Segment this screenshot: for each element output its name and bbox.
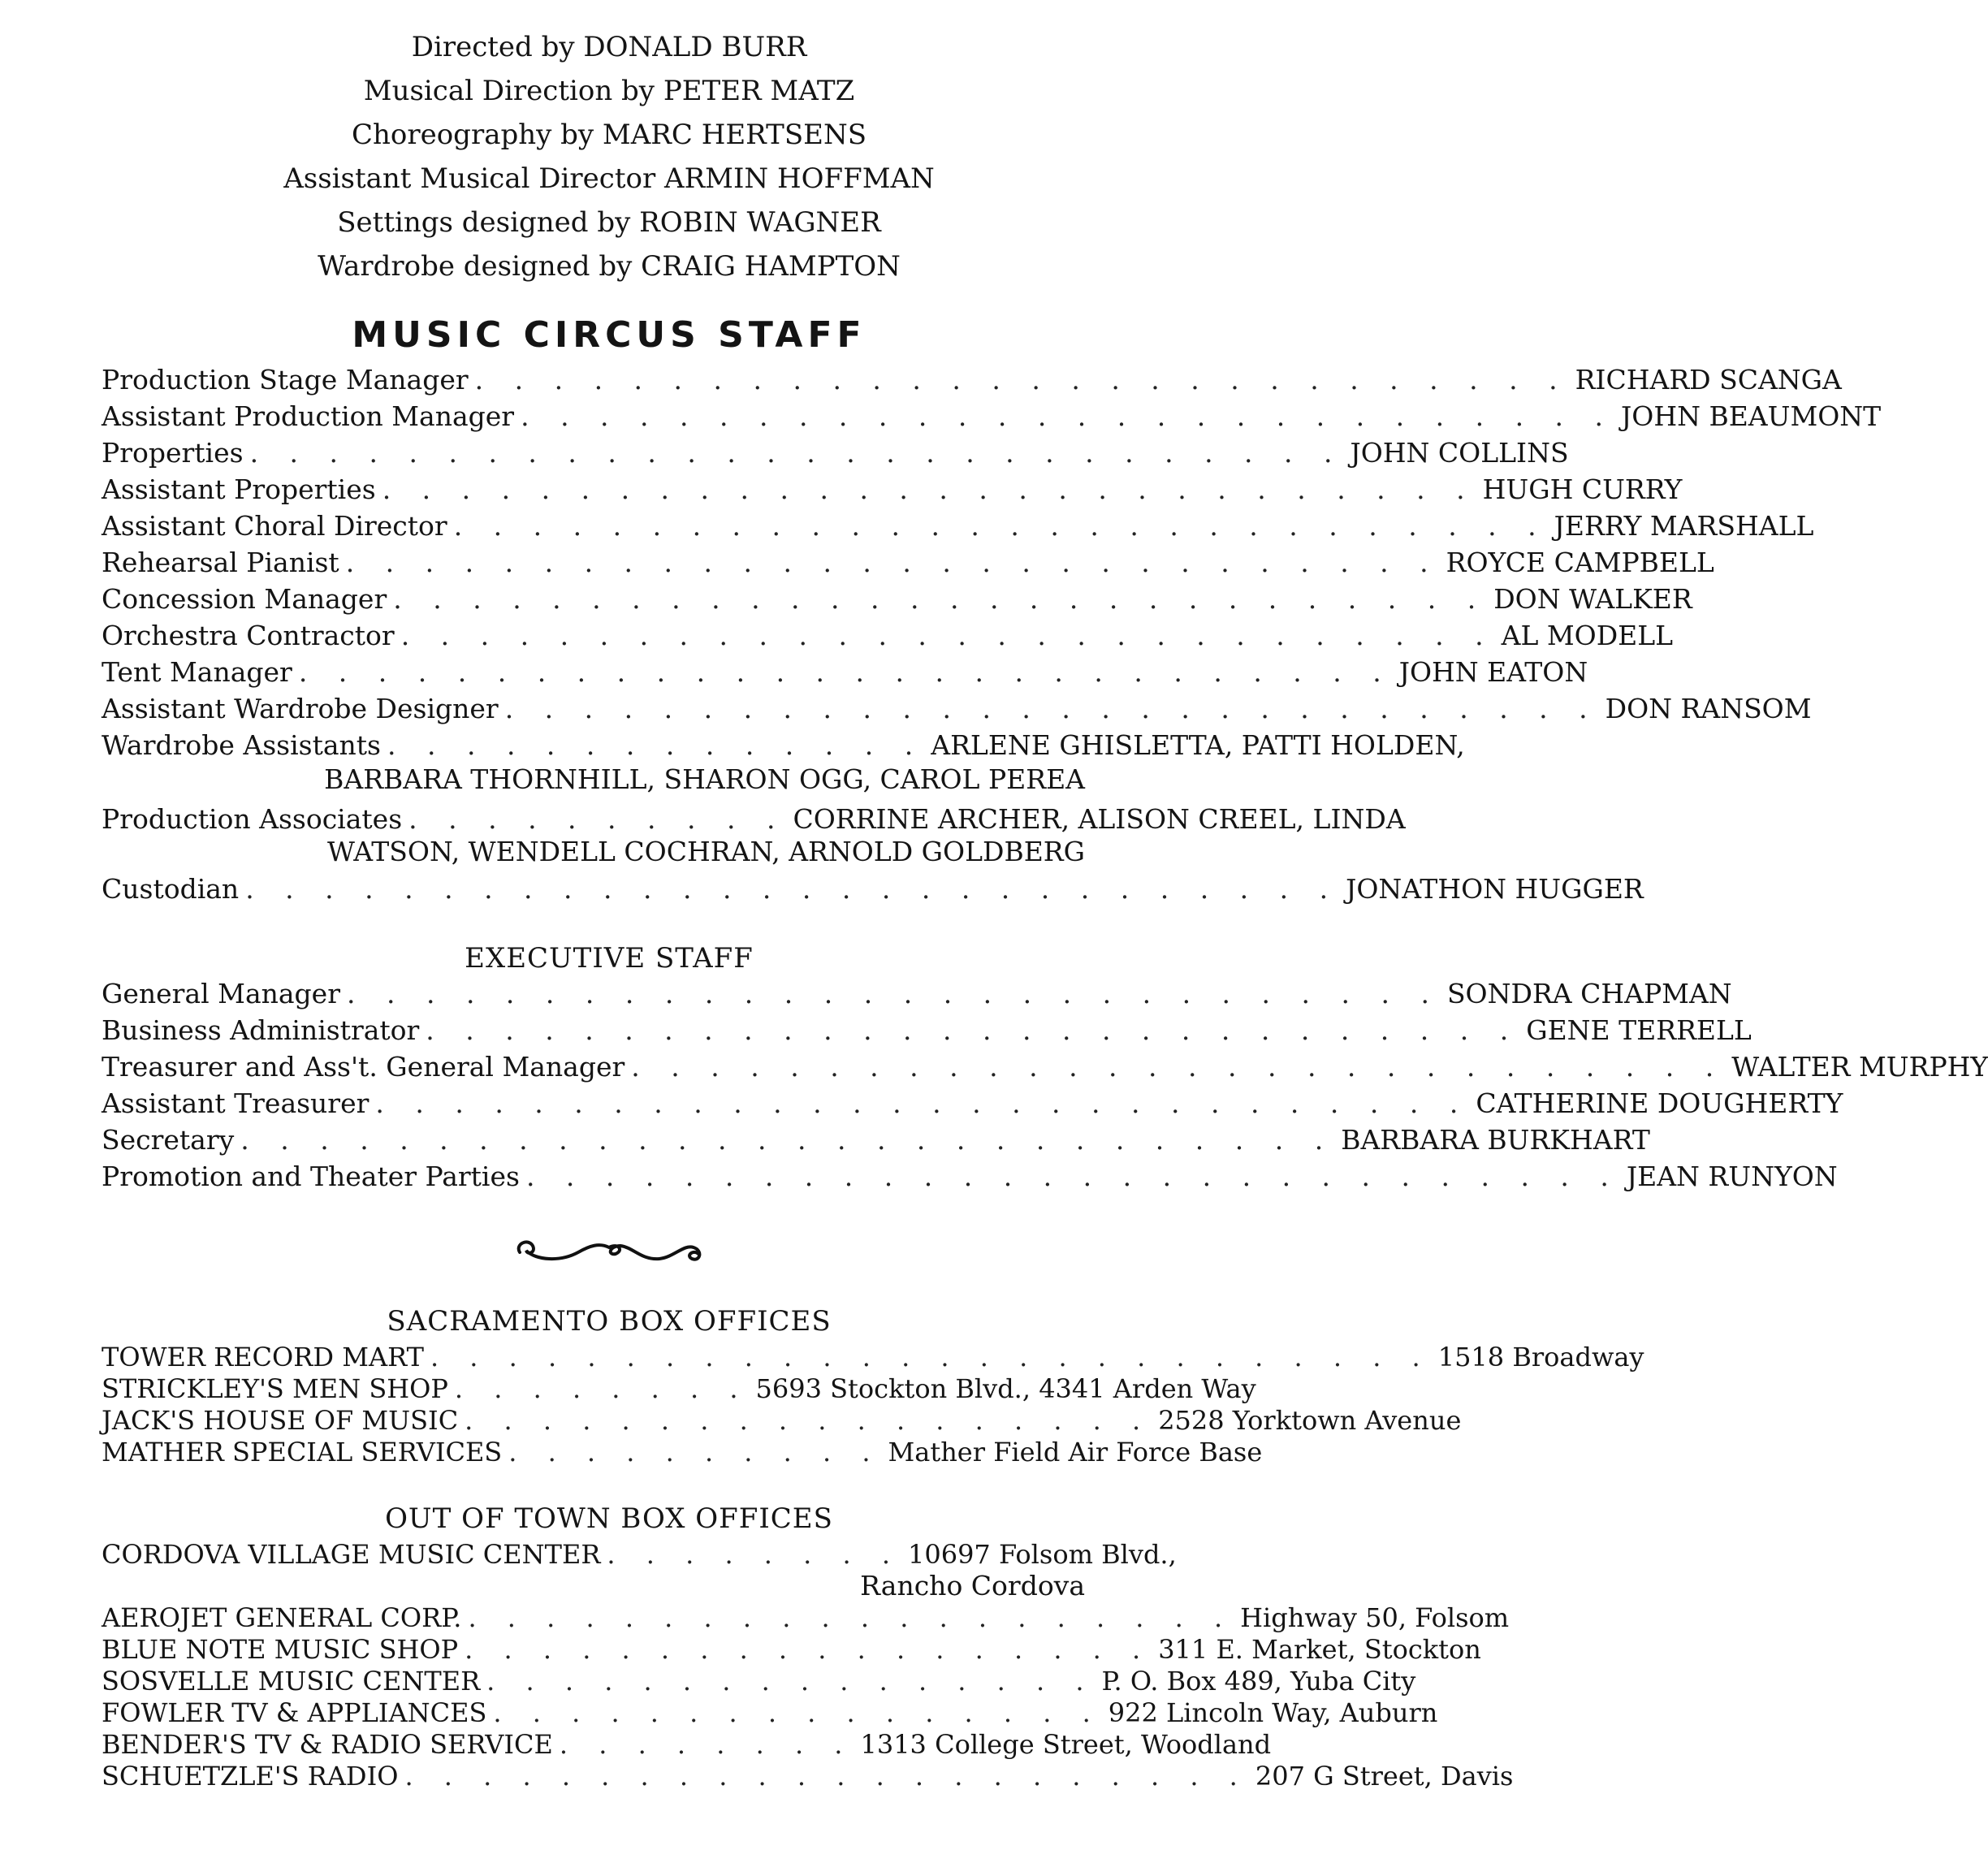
dot-leader: . . . . . . . . . . . . . . . . . . [465, 1405, 1152, 1436]
dot-leader: . . . . . . . . . . . . . . . . . . . . . . . . . . . . [298, 656, 1393, 688]
staff-name: HUGH CURRY [1482, 473, 1683, 505]
staff-row [102, 546, 1714, 580]
box-office-name: JACK'S HOUSE OF MUSIC [102, 1405, 459, 1436]
box-office-name: TOWER RECORD MART [102, 1342, 424, 1372]
dot-leader: . . . . . . . . . . . . . . . . . . . . . . . . . . [430, 1342, 1432, 1372]
box-office-name: SOSVELLE MUSIC CENTER [102, 1666, 481, 1697]
staff-row [102, 1160, 1838, 1194]
box-office-name: FOWLER TV & APPLIANCES [102, 1697, 487, 1728]
staff-role: Tent Manager [102, 656, 292, 688]
staff-name-continuation: WATSON, WENDELL COCHRAN, ARNOLD GOLDBERG [326, 836, 1085, 867]
box-office-location: P. O. Box 489, Yuba City [1101, 1666, 1416, 1697]
box-office-name: SCHUETZLE'S RADIO [102, 1761, 399, 1792]
dot-leader: . . . . . . . . . . . . . . . . . . . . . . . . . . . . [474, 364, 1569, 396]
box-office-name: BENDER'S TV & RADIO SERVICE [102, 1729, 553, 1760]
dot-leader: . . . . . . . . [607, 1539, 901, 1570]
staff-name-continuation: BARBARA THORNHILL, SHARON OGG, CAROL PEREA [324, 763, 1085, 795]
box-office-row [102, 1601, 1510, 1635]
credit-choreography: Choreography by MARC HERTSENS [351, 119, 867, 151]
dot-leader: . . . . . . . . . . . . . . . . . . . . . . . . . . . . [240, 1124, 1335, 1156]
box-office-name: STRICKLEY'S MEN SHOP [102, 1373, 448, 1404]
box-office-row [102, 1727, 1272, 1761]
staff-row [102, 977, 1732, 1011]
box-office-row [102, 1372, 1256, 1406]
staff-role: Assistant Choral Director [102, 510, 447, 542]
dot-leader: . . . . . . . . [454, 1373, 750, 1404]
dot-leader: . . . . . . . . . . . . . . . . . . [465, 1634, 1152, 1665]
credit-musical-direction: Musical Direction by PETER MATZ [363, 75, 855, 107]
box-office-name: CORDOVA VILLAGE MUSIC CENTER [102, 1539, 601, 1570]
staff-name: ARLENE GHISLETTA, PATTI HOLDEN, [931, 729, 1465, 761]
dot-leader: . . . . . . . . [559, 1729, 854, 1760]
staff-name: JOHN EATON [1398, 656, 1588, 688]
staff-name: DON RANSOM [1605, 693, 1812, 724]
credit-settings: Settings designed by ROBIN WAGNER [337, 206, 881, 239]
staff-row [102, 363, 1842, 397]
dot-leader: . . . . . . . . . . . . . . . . . . . . . . [404, 1761, 1249, 1792]
staff-row [102, 436, 1569, 470]
box-office-location: 2528 Yorktown Avenue [1158, 1405, 1462, 1436]
dot-leader: . . . . . . . . . . . . . . . . [493, 1697, 1102, 1728]
staff-role: Assistant Properties [102, 473, 376, 505]
dot-leader: . . . . . . . . . . . . . . . . . . . . . . . . . . . . [382, 473, 1476, 505]
staff-name: JOHN COLLINS [1350, 437, 1569, 469]
staff-name: DON WALKER [1493, 583, 1692, 615]
staff-row [102, 1014, 1752, 1048]
box-office-location-continuation: Rancho Cordova [860, 1570, 1085, 1601]
box-office-row [102, 1403, 1462, 1437]
staff-name: JONATHON HUGGER [1346, 873, 1644, 905]
staff-role: Treasurer and Ass't. General Manager [102, 1051, 625, 1083]
dot-leader: . . . . . . . . . . . . . . . . . . . . . . . . . . . . [375, 1087, 1470, 1119]
staff-row [102, 1087, 1843, 1121]
credit-wardrobe: Wardrobe designed by CRAIG HAMPTON [318, 250, 901, 283]
box-office-row [102, 1632, 1481, 1666]
dot-leader: . . . . . . . . . . . . . . . . . . . . . . . . . . . . [400, 620, 1495, 651]
dot-leader: . . . . . . . . . . . . . . . . . . . . . . . . . . . . [245, 873, 1340, 905]
box-office-location: 5693 Stockton Blvd., 4341 Arden Way [755, 1373, 1256, 1404]
sacramento-box-offices-heading: SACRAMENTO BOX OFFICES [387, 1305, 832, 1338]
executive-staff-heading: EXECUTIVE STAFF [465, 942, 754, 975]
staff-name: CATHERINE DOUGHERTY [1476, 1087, 1843, 1119]
staff-role: Wardrobe Assistants [102, 729, 381, 761]
dot-leader: . . . . . . . . . . . . . . . . . . . . . . . . . . . . [631, 1051, 1726, 1083]
box-office-row [102, 1664, 1416, 1698]
staff-name: BARBARA BURKHART [1341, 1124, 1650, 1156]
dot-leader: . . . . . . . . . . . . . . . . . . . . . . . . . . . . [345, 547, 1440, 578]
staff-row [102, 872, 1644, 906]
dot-leader: . . . . . . . . . . . . . . . . . . . . . . . . . . . . [521, 400, 1615, 432]
staff-row [102, 1123, 1650, 1157]
dot-leader: . . . . . . . . . . . . . . . . . . . . . . . . . . . . [347, 978, 1441, 1009]
staff-role: Orchestra Contractor [102, 620, 395, 651]
staff-name: AL MODELL [1501, 620, 1674, 651]
staff-name: WALTER MURPHY [1731, 1051, 1988, 1083]
box-office-location: 922 Lincoln Way, Auburn [1108, 1697, 1438, 1728]
box-office-row [102, 1537, 1177, 1571]
dot-leader: . . . . . . . . . . [508, 1437, 882, 1467]
staff-name: JERRY MARSHALL [1554, 510, 1814, 542]
staff-role: Business Administrator [102, 1014, 420, 1046]
music-circus-staff-heading: MUSIC CIRCUS STAFF [352, 314, 867, 356]
staff-role: Properties [102, 437, 244, 469]
box-office-location: Highway 50, Folsom [1240, 1602, 1510, 1633]
staff-row [102, 509, 1814, 543]
staff-row [102, 728, 1465, 763]
staff-name: JOHN BEAUMONT [1621, 400, 1882, 432]
staff-role: Concession Manager [102, 583, 387, 615]
box-office-name: BLUE NOTE MUSIC SHOP [102, 1634, 459, 1665]
staff-role: Promotion and Theater Parties [102, 1161, 520, 1192]
staff-name: CORRINE ARCHER, ALISON CREEL, LINDA [793, 803, 1406, 835]
staff-role: Production Associates [102, 803, 403, 835]
staff-name: ROYCE CAMPBELL [1446, 547, 1714, 578]
staff-name: JEAN RUNYON [1626, 1161, 1838, 1192]
scroll-ornament-icon [512, 1228, 707, 1269]
staff-row [102, 473, 1683, 507]
staff-row [102, 400, 1882, 434]
box-office-location: 1518 Broadway [1437, 1342, 1644, 1372]
dot-leader: . . . . . . . . . . . . . . . . . . . . . . . . . . . . [426, 1014, 1520, 1046]
dot-leader: . . . . . . . . . . . . . . . . . . . . . . . . . . . . [525, 1161, 1620, 1192]
dot-leader: . . . . . . . . . . . . . . . . . . . . . . . . . . . . [453, 510, 1548, 542]
dot-leader: . . . . . . . . . . . . . . . . . . . . [468, 1602, 1234, 1633]
out-of-town-box-offices-heading: OUT OF TOWN BOX OFFICES [385, 1502, 833, 1535]
box-office-name: MATHER SPECIAL SERVICES [102, 1437, 503, 1467]
staff-role: Assistant Wardrobe Designer [102, 693, 499, 724]
box-office-row [102, 1435, 1263, 1469]
credit-assistant-musical-director: Assistant Musical Director ARMIN HOFFMAN [283, 162, 935, 195]
staff-role: Rehearsal Pianist [102, 547, 339, 578]
dot-leader: . . . . . . . . . . . . . . . . . . . . . . . . . . . . [249, 437, 1344, 469]
staff-row [102, 802, 1406, 836]
staff-role: Production Stage Manager [102, 364, 469, 396]
staff-name: SONDRA CHAPMAN [1446, 978, 1732, 1009]
staff-row [102, 1050, 1988, 1084]
staff-name: RICHARD SCANGA [1575, 364, 1842, 396]
box-office-location: 311 E. Market, Stockton [1158, 1634, 1481, 1665]
staff-row [102, 582, 1692, 616]
staff-role: Custodian [102, 873, 240, 905]
box-office-location: Mather Field Air Force Base [888, 1437, 1263, 1467]
staff-name: GENE TERRELL [1526, 1014, 1752, 1046]
box-office-row [102, 1696, 1438, 1730]
dot-leader: . . . . . . . . . . . . . . . . . . . . . . . . . . . . [393, 583, 1488, 615]
credit-director: Directed by DONALD BURR [411, 31, 807, 63]
box-office-location: 1313 College Street, Woodland [860, 1729, 1272, 1760]
staff-row [102, 619, 1674, 653]
staff-role: General Manager [102, 978, 340, 1009]
staff-role: Assistant Treasurer [102, 1087, 370, 1119]
box-office-name: AEROJET GENERAL CORP. [102, 1602, 462, 1633]
dot-leader: . . . . . . . . . . . . . . . . . . . . . . . . . . . . [504, 693, 1599, 724]
staff-role: Secretary [102, 1124, 235, 1156]
box-office-location: 10697 Folsom Blvd., [907, 1539, 1177, 1570]
box-office-location: 207 G Street, Davis [1255, 1761, 1514, 1792]
dot-leader: . . . . . . . . . . [408, 803, 787, 835]
staff-row [102, 655, 1588, 689]
box-office-row [102, 1759, 1514, 1793]
staff-role: Assistant Production Manager [102, 400, 515, 432]
dot-leader: . . . . . . . . . . . . . . [387, 729, 925, 761]
staff-row [102, 692, 1812, 726]
dot-leader: . . . . . . . . . . . . . . . . [486, 1666, 1096, 1697]
box-office-row [102, 1340, 1644, 1374]
